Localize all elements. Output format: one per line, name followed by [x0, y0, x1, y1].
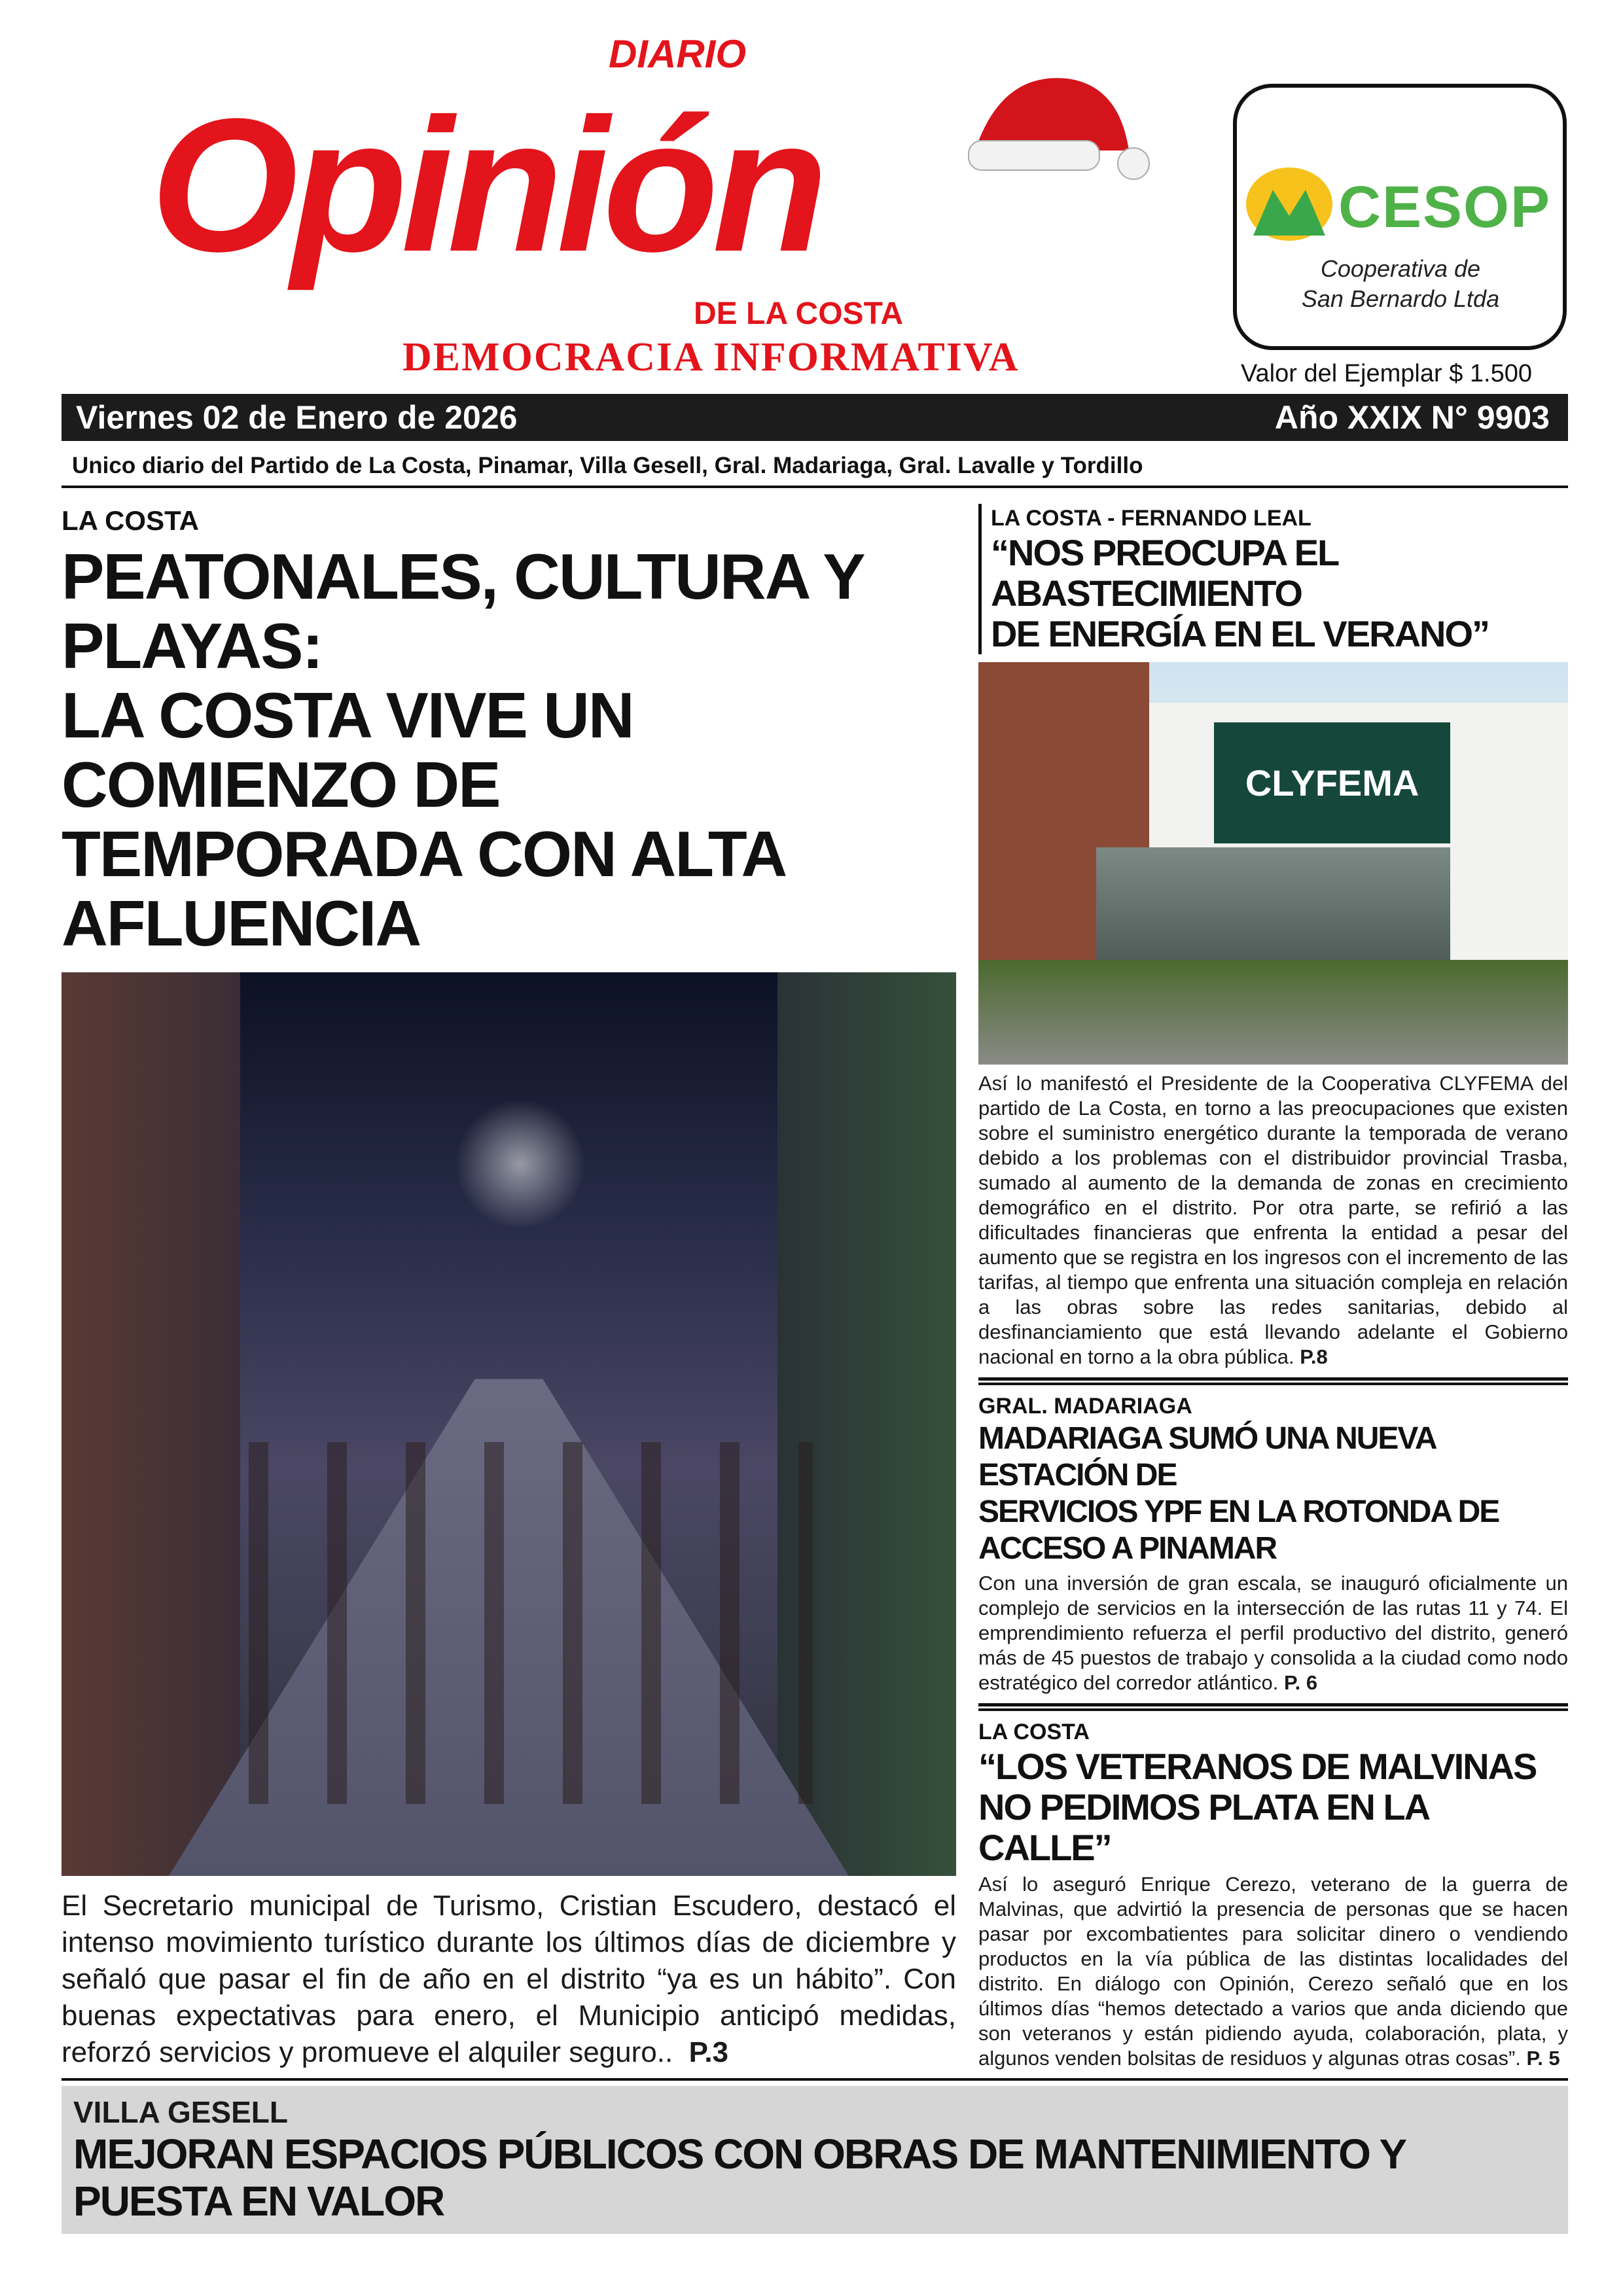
clyfema-sign: CLYFEMA [1214, 722, 1450, 843]
story2-headline-line: MADARIAGA SUMÓ UNA NUEVA ESTACIÓN DE [978, 1421, 1435, 1492]
divider [62, 2078, 1568, 2081]
story2-kicker: GRAL. MADARIAGA [978, 1394, 1192, 1419]
logo-diario: DIARIO [609, 32, 746, 76]
slogan: DEMOCRACIA INFORMATIVA [402, 335, 1020, 380]
story1-photo-clyfema-building[interactable] [978, 662, 1568, 1065]
story1-headline-line: “NOS PREOCUPA EL ABASTECIMIENTO [991, 532, 1338, 614]
cesop-logo-icon [1243, 164, 1335, 242]
story2-headline-line: SERVICIOS YPF EN LA ROTONDA DE ACCESO A PINAMAR [978, 1494, 1499, 1566]
story3-headline-line: NO PEDIMOS PLATA EN LA CALLE” [978, 1786, 1429, 1868]
story3-headline-line: “LOS VETERANOS DE MALVINAS [978, 1746, 1537, 1787]
story3-kicker: LA COSTA [978, 1720, 1090, 1744]
sponsor-subtitle-2: San Bernardo Ltda [1301, 285, 1500, 312]
lead-body-text: El Secretario municipal de Turismo, Cristian Escudero, destacó el intenso movimiento turístico durante los últimos días de diciembre y señaló que pasar el fin de año en el distrito “ya es un hábito”. Con buenas expectativas para enero, el Municipio anticipó medidas, reforzó servicios y promueve el alquiler seguro.. [62, 1890, 956, 2068]
logo-de-la-costa: DE LA COSTA [694, 296, 903, 331]
divider [978, 1703, 1568, 1711]
page-reference[interactable]: P. 6 [1283, 1671, 1318, 1694]
issue-price: Valor del Ejemplar $ 1.500 [1241, 360, 1532, 387]
story2-body [978, 1571, 1568, 1695]
santa-hat-icon [962, 59, 1152, 190]
lead-body [62, 1888, 956, 2071]
right-column [978, 504, 1568, 2071]
divider [62, 486, 1568, 488]
sponsor-name: CESOP [1338, 175, 1552, 240]
sponsor-subtitle [1283, 254, 1518, 314]
page-reference[interactable]: P.8 [1300, 1345, 1328, 1368]
story1-headline[interactable] [991, 533, 1568, 654]
lead-headline-line: LA COSTA VIVE UN COMIENZO DE [62, 679, 633, 821]
divider [978, 1377, 1568, 1385]
lead-headline[interactable] [62, 542, 956, 958]
page-reference[interactable]: P. 5 [1526, 2047, 1560, 2070]
logo-opinion: Opinión [151, 79, 822, 291]
lead-headline-line: PEATONALES, CULTURA Y PLAYAS: [62, 540, 863, 682]
date-bar [62, 394, 1568, 441]
bottom-kicker: VILLA GESELL [73, 2095, 288, 2129]
story1-kicker: LA COSTA - FERNANDO LEAL [991, 506, 1311, 531]
story1-header [978, 504, 1568, 654]
story1-headline-line: DE ENERGÍA EN EL VERANO” [991, 613, 1489, 654]
lead-photo-pedestrian-street[interactable] [62, 972, 956, 1876]
story1-body-text: Así lo manifestó el Presidente de la Cooperativa CLYFEMA del partido de La Costa, en torno a las preocupaciones que existen sobre el suministro energético durante la temporada de verano debido a los problemas con el distribuidor provincial Trasba, sumado al aumento de la demanda de zonas en crecimiento demográfico en el distrito. Por otra parte, se refirió a las dificultades financieras que enfrenta la entidad a pesar del aumento que se registra en los ingresos con el incremento de las tarifas, al tiempo que enfrenta una situación compleja en relación a las obras sobre las redes sanitarias, debido al desfinanciamiento que está llevando adelante el Gobierno nacional en torno a la obra pública. [978, 1072, 1568, 1368]
bottom-story[interactable] [62, 2086, 1568, 2234]
page-reference[interactable]: P.3 [688, 2036, 729, 2068]
story3-body-text: Así lo aseguró Enrique Cerezo, veterano de la guerra de Malvinas, que advirtió la presencia de personas que se hacen pasar por excombatientes para solicitar dinero o vendiendo productos en la vía pública de las distintas localidades del distrito. En diálogo con Opinión, Cerezo señaló que en los últimos días “hemos detectado a varios que anda diciendo que son veteranos y están pidiendo ayuda, colaboración, plata, y algunos venden bolsitas de residuos y algunas otras cosas”. [978, 1873, 1568, 2070]
tagline: Unico diario del Partido de La Costa, Pinamar, Villa Gesell, Gral. Madariaga, Gral. Lavalle y Tordillo [72, 453, 1143, 478]
lead-story [62, 504, 956, 2071]
story1-body [978, 1071, 1568, 1369]
lead-headline-line: TEMPORADA CON ALTA AFLUENCIA [62, 818, 784, 959]
story3-headline[interactable] [978, 1746, 1568, 1868]
issue-date: Viernes 02 de Enero de 2026 [76, 399, 518, 436]
story2-body-text: Con una inversión de gran escala, se inauguró oficialmente un complejo de servicios en la intersección de las rutas 11 y 74. El emprendimiento refuerza el perfil productivo del distrito, generó más de 45 puestos de trabajo y consolida a la ciudad como nodo estratégico del corredor atlántico. [978, 1572, 1568, 1694]
story2-headline[interactable] [978, 1421, 1568, 1567]
sponsor-subtitle-1: Cooperativa de [1320, 255, 1481, 282]
lead-kicker: LA COSTA [62, 505, 199, 536]
bottom-headline: MEJORAN ESPACIOS PÚBLICOS CON OBRAS DE MANTENIMIENTO Y PUESTA EN VALOR [73, 2130, 1406, 2225]
issue-number: Año XXIX N° 9903 [1274, 399, 1550, 436]
story3-body [978, 1872, 1568, 2071]
